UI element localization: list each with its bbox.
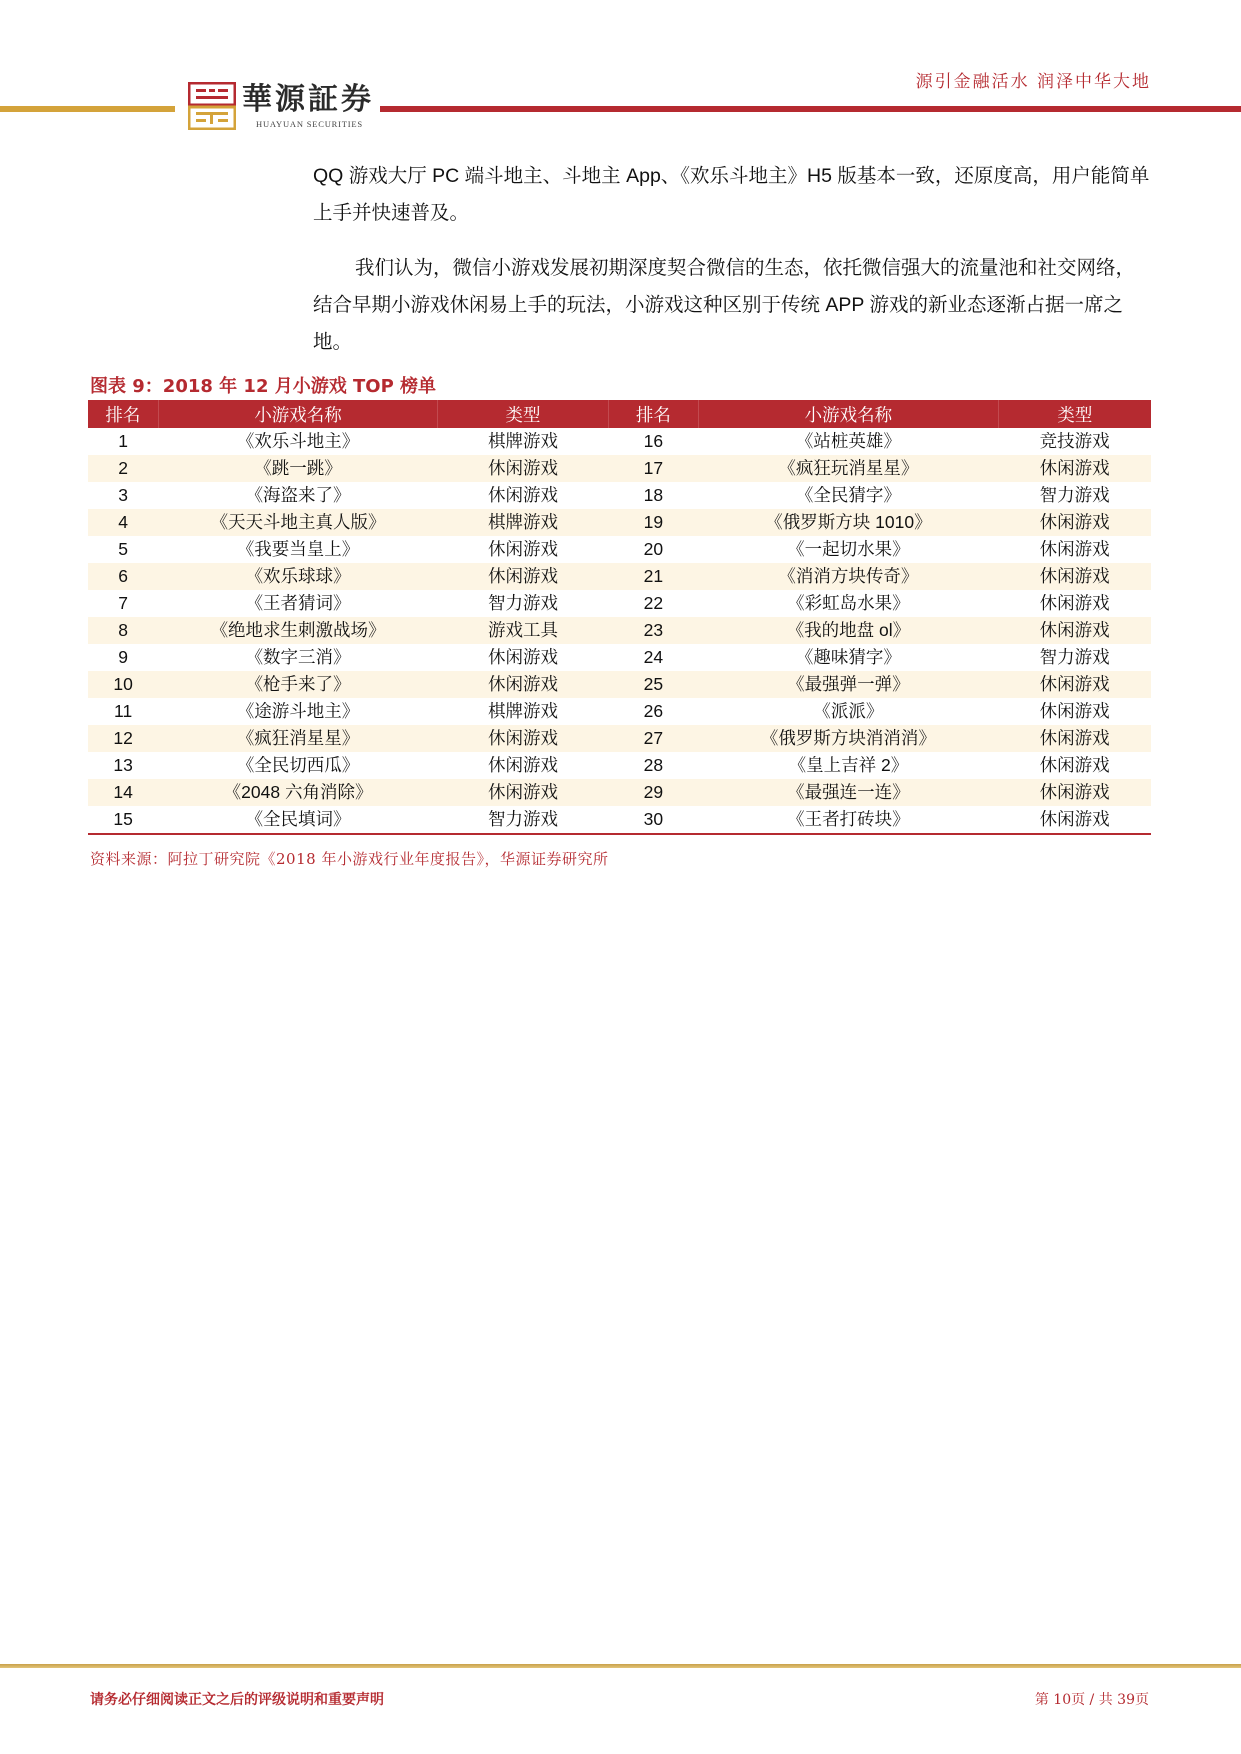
cell-type-b: 休闲游戏 [998, 509, 1151, 536]
cell-name-b: 《我的地盘 ol》 [699, 617, 999, 644]
cell-rank-a: 6 [88, 563, 158, 590]
cell-rank-b: 23 [608, 617, 699, 644]
cell-rank-b: 24 [643, 647, 664, 667]
table-header-row [88, 400, 1151, 428]
cell-name-b: 《疯狂玩消星星》 [699, 455, 999, 482]
cell-type-b: 竞技游戏 [1039, 431, 1110, 451]
table-row [88, 563, 1151, 590]
cell-rank-a: 4 [88, 509, 158, 536]
cell-rank-b: 22 [643, 593, 664, 613]
header-type-b: 类型 [998, 400, 1151, 428]
cell-name-a: 《海盗来了》 [245, 485, 351, 505]
cell-name-a: 《绝地求生刺激战场》 [158, 617, 438, 644]
cell-name-b: 《站桩英雄》 [795, 431, 901, 451]
cell-rank-a: 1 [118, 431, 128, 451]
cell-name-b: 《最强弹一弹》 [699, 671, 999, 698]
brand-name: 華源証券 [242, 82, 374, 117]
footer-disclaimer: 请务必仔细阅读正文之后的评级说明和重要声明 [90, 1692, 384, 1708]
top-games-table [88, 400, 1151, 835]
header-rule-red [380, 106, 1241, 112]
header-name-b: 小游戏名称 [699, 400, 999, 428]
cell-name-b: 《全民猜字》 [795, 485, 901, 505]
cell-rank-b: 26 [643, 701, 664, 721]
cell-type-b: 休闲游戏 [1039, 755, 1110, 775]
cell-rank-a: 9 [118, 647, 128, 667]
huayuan-logo-icon [188, 82, 236, 130]
table-row [88, 698, 1151, 725]
table-row [88, 509, 1151, 536]
cell-name-b: 《派派》 [813, 701, 884, 721]
cell-name-a: 《数字三消》 [245, 647, 351, 667]
header-rank-b: 排名 [608, 400, 699, 428]
cell-type-a: 棋牌游戏 [438, 509, 608, 536]
cell-rank-a: 10 [88, 671, 158, 698]
cell-rank-b: 25 [608, 671, 699, 698]
cell-rank-b: 27 [608, 725, 699, 752]
cell-name-b: 《消消方块传奇》 [699, 563, 999, 590]
cell-type-b: 休闲游戏 [998, 725, 1151, 752]
cell-type-b: 休闲游戏 [1039, 593, 1110, 613]
cell-name-b: 《王者打砖块》 [699, 806, 999, 834]
cell-name-b: 《最强连一连》 [699, 779, 999, 806]
table-row [88, 617, 1151, 644]
cell-rank-b: 29 [608, 779, 699, 806]
header-name-a: 小游戏名称 [158, 400, 438, 428]
cell-type-b: 智力游戏 [1039, 647, 1110, 667]
cell-name-b: 《皇上吉祥 2》 [788, 755, 909, 775]
cell-rank-a: 11 [114, 701, 133, 721]
cell-name-b: 《一起切水果》 [787, 539, 910, 559]
figure-source: 资料来源：阿拉丁研究院《2018 年小游戏行业年度报告》，华源证券研究所 [90, 850, 609, 868]
cell-type-b: 休闲游戏 [998, 563, 1151, 590]
table-row [88, 590, 1151, 617]
cell-type-a: 休闲游戏 [438, 563, 608, 590]
cell-type-b: 休闲游戏 [998, 671, 1151, 698]
cell-rank-a: 3 [118, 485, 128, 505]
cell-name-a: 《王者猜词》 [245, 593, 351, 613]
table-row [88, 671, 1151, 698]
table-row [88, 806, 1151, 834]
cell-rank-b: 28 [643, 755, 664, 775]
cell-rank-b: 17 [608, 455, 699, 482]
cell-type-b: 休闲游戏 [998, 779, 1151, 806]
cell-type-a: 游戏工具 [438, 617, 608, 644]
cell-name-b: 《彩虹岛水果》 [787, 593, 910, 613]
cell-name-b: 《俄罗斯方块 1010》 [699, 509, 999, 536]
cell-type-a: 休闲游戏 [487, 539, 558, 559]
cell-type-b: 休闲游戏 [998, 617, 1151, 644]
header-rank-a: 排名 [88, 400, 158, 428]
cell-name-a: 《途游斗地主》 [236, 701, 360, 721]
cell-type-b: 智力游戏 [1039, 485, 1110, 505]
cell-type-a: 休闲游戏 [487, 755, 558, 775]
cell-rank-a: 12 [88, 725, 158, 752]
cell-name-a: 《跳一跳》 [158, 455, 438, 482]
cell-type-a: 棋牌游戏 [487, 701, 558, 721]
table-row [88, 536, 1151, 563]
cell-rank-b: 19 [608, 509, 699, 536]
brand-name-en: HUAYUAN SECURITIES [256, 119, 363, 129]
cell-type-a: 智力游戏 [438, 806, 608, 834]
cell-rank-b: 18 [643, 485, 664, 505]
cell-type-a: 休闲游戏 [438, 455, 608, 482]
table-row [88, 428, 1151, 455]
header-rule-gold [0, 106, 175, 112]
cell-type-b: 休闲游戏 [998, 806, 1151, 834]
cell-type-a: 智力游戏 [487, 593, 558, 613]
cell-rank-a: 13 [113, 755, 133, 775]
cell-type-a: 休闲游戏 [438, 671, 608, 698]
figure-title: 图表 9：2018 年 12 月小游戏 TOP 榜单 [90, 376, 437, 397]
cell-name-a: 《2048 六角消除》 [158, 779, 438, 806]
table-row [88, 725, 1151, 752]
body-paragraph-1: QQ 游戏大厅 PC 端斗地主、斗地主 App、《欢乐斗地主》H5 版基本一致，还原度高，用户能简单上手并快速普及。 [313, 165, 1150, 224]
page-number: 第 10页 / 共 39页 [1034, 1692, 1149, 1708]
table-row [88, 455, 1151, 482]
header-slogan: 源引金融活水 润泽中华大地 [915, 72, 1151, 92]
cell-name-a: 《枪手来了》 [158, 671, 438, 698]
cell-name-a: 《我要当皇上》 [236, 539, 360, 559]
cell-rank-a: 5 [118, 539, 128, 559]
header-type-a: 类型 [438, 400, 608, 428]
cell-rank-b: 20 [643, 539, 664, 559]
cell-rank-b: 30 [608, 806, 699, 834]
cell-rank-a: 2 [88, 455, 158, 482]
cell-rank-b: 16 [643, 431, 664, 451]
cell-type-a: 休闲游戏 [438, 779, 608, 806]
cell-type-b: 休闲游戏 [1039, 539, 1110, 559]
cell-type-a: 休闲游戏 [438, 725, 608, 752]
cell-type-a: 棋牌游戏 [487, 431, 558, 451]
table-row [88, 752, 1151, 779]
cell-type-a: 休闲游戏 [487, 485, 558, 505]
cell-rank-a: 8 [88, 617, 158, 644]
cell-name-a: 《全民切西瓜》 [236, 755, 360, 775]
cell-name-b: 《趣味猜字》 [795, 647, 901, 667]
table-row [88, 779, 1151, 806]
cell-rank-b: 21 [608, 563, 699, 590]
cell-type-b: 休闲游戏 [1039, 701, 1110, 721]
body-paragraph-2: 我们认为，微信小游戏发展初期深度契合微信的生态，依托微信强大的流量池和社交网络，结合早期小游戏休闲易上手的玩法，小游戏这种区别于传统 APP 游戏的新业态逐渐占据一席之地。 [313, 257, 1136, 353]
cell-type-a: 休闲游戏 [487, 647, 558, 667]
cell-rank-a: 14 [88, 779, 158, 806]
cell-name-a: 《天天斗地主真人版》 [158, 509, 438, 536]
cell-name-a: 《欢乐斗地主》 [236, 431, 360, 451]
cell-name-a: 《疯狂消星星》 [158, 725, 438, 752]
cell-name-a: 《全民填词》 [158, 806, 438, 834]
cell-name-a: 《欢乐球球》 [158, 563, 438, 590]
cell-rank-a: 15 [88, 806, 158, 834]
table-row [88, 644, 1151, 671]
cell-name-b: 《俄罗斯方块消消消》 [699, 725, 999, 752]
cell-rank-a: 7 [118, 593, 128, 613]
cell-type-b: 休闲游戏 [998, 455, 1151, 482]
table-row [88, 482, 1151, 509]
footer-rule [0, 1664, 1241, 1668]
